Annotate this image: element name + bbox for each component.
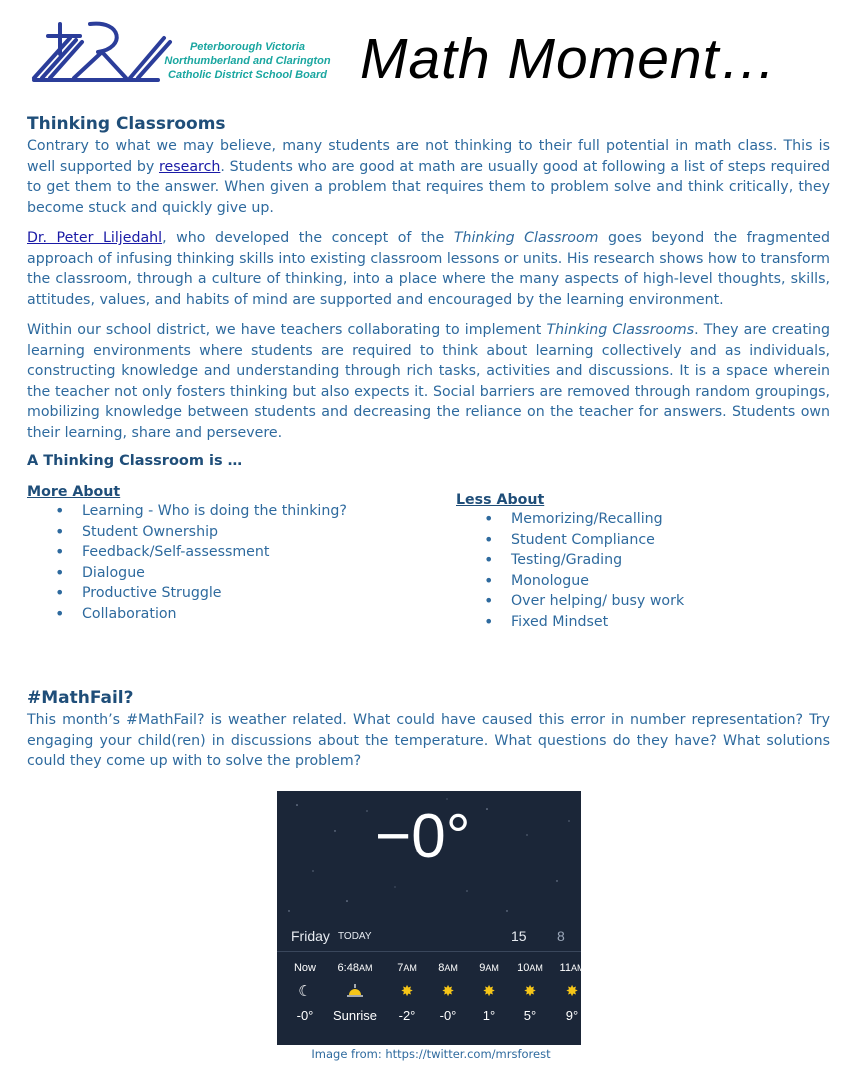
list-item: • Memorizing/Recalling [511, 509, 684, 530]
hour-column [330, 959, 380, 1027]
hour-temperature: Sunrise [332, 1008, 378, 1023]
list-item: • Productive Struggle [82, 583, 347, 604]
hour-temperature: 5° [523, 1008, 537, 1023]
more-about-list [27, 501, 347, 624]
board-name-line: Catholic District School Board [168, 69, 327, 81]
high-temperature: 15 [511, 928, 527, 944]
day-name: Friday [291, 928, 330, 944]
mathfail-paragraph: This month’s #MathFail? is weather related. What could have caused this error in number representation? Try engaging your child(ren) in discussions about the temperature. What questions do they have? What solutions could they come up with to solve the problem? [27, 712, 830, 769]
board-name-line: Northumberland and Clarington [164, 55, 331, 67]
board-name-line: Peterborough Victoria [189, 41, 306, 53]
image-caption: Image from: https://twitter.com/mrsforest [311, 1047, 551, 1061]
hour-temperature: -0° [296, 1008, 314, 1023]
hour-time: 9 [479, 962, 486, 974]
peter-liljedahl-link[interactable]: Dr. Peter Liljedahl [27, 230, 163, 246]
text: Contrary to what we may believe, many students are not thinking to their full potential in math class. This is well supported by [27, 138, 830, 175]
text: . Students who are good at math are usually good at following a list of steps required to get them to the answer. When given a problem that requires them to problem solve and think critically, they become stuck and quickly give up. [27, 158, 830, 216]
mathfail-section [27, 686, 830, 782]
sun-icon: ✸ [523, 983, 537, 1000]
hour-time: 10 [517, 962, 530, 974]
low-temperature: 8 [557, 928, 565, 944]
text: , who developed the concept of the [162, 230, 454, 246]
paragraph-research [27, 136, 830, 218]
hour-suffix: AM [358, 963, 373, 973]
sun-icon: ✸ [400, 983, 414, 1000]
hour-suffix: AM [485, 963, 499, 973]
weather-screenshot [277, 791, 585, 1045]
page-header [0, 0, 862, 100]
hour-column [547, 959, 597, 1027]
hour-suffix: AM [529, 963, 543, 973]
hour-column [280, 959, 330, 1027]
sun-icon: ✸ [565, 983, 579, 1000]
emphasis-text: Thinking Classrooms [546, 322, 695, 338]
list-item: • Dialogue [82, 563, 347, 584]
less-about-column [456, 491, 684, 632]
section-heading: #MathFail? [27, 688, 134, 708]
sunrise-icon [330, 977, 380, 1005]
comparison-columns [27, 483, 830, 653]
list-item: • Over helping/ busy work [511, 591, 684, 612]
more-about-column [27, 483, 347, 624]
list-item: • Fixed Mindset [511, 612, 684, 633]
hour-time: 6:48 [337, 962, 359, 974]
thinking-classroom-subhead: A Thinking Classroom is … [27, 453, 243, 469]
list-item: • Feedback/Self-assessment [82, 542, 347, 563]
list-item: • Learning - Who is doing the thinking? [82, 501, 347, 522]
paragraph-district [27, 320, 830, 443]
hour-time: 11 [559, 962, 571, 974]
list-item: • Monologue [511, 571, 684, 592]
page-title: Math Moment… [360, 27, 778, 91]
moon-icon: ☾ [298, 983, 312, 1000]
text: Within our school district, we have teachers collaborating to implement [27, 322, 547, 338]
text: goes beyond the fragmented approach of infusing thinking skills into existing classroom lessons or units. His research shows how to transform the classroom, through a culture of thinking, into a place where the many aspects of high-level thoughts, skills, attitudes, values, and habits of mind are supported and encouraged by the learning environment. [27, 230, 830, 308]
list-item: • Collaboration [82, 604, 347, 625]
emphasis-text: Thinking Classroom [453, 230, 599, 246]
hour-time: 8 [438, 962, 445, 974]
hourly-forecast [277, 959, 585, 1045]
school-board-logo [30, 14, 170, 88]
school-board-name [160, 40, 335, 82]
sun-icon: ✸ [482, 983, 496, 1000]
hour-time: 7 [397, 962, 404, 974]
paragraph-liljedahl [27, 228, 830, 310]
list-item: • Testing/Grading [511, 550, 684, 571]
hour-temperature: -0° [439, 1008, 457, 1023]
hour-time: Now [293, 962, 316, 974]
research-link[interactable]: research [158, 158, 221, 175]
hour-temperature: -2° [398, 1008, 416, 1023]
today-label: TODAY [338, 931, 372, 942]
section-heading: Thinking Classrooms [27, 114, 226, 134]
text: . They are creating learning environments where students are required to think about learning collectively and as individuals, constructing knowledge and understanding through rich tasks, activities and discussions. It is a space wherein the teacher not only fosters thinking but also expects it. Social barriers are removed through random groupings, mobilizing knowledge between students and decreasing the reliance on the teacher for answers. Students own their learning, share and persevere. [27, 322, 830, 441]
current-temperature: −0° [375, 802, 471, 871]
less-about-list [456, 509, 684, 632]
more-about-title: More About [27, 484, 121, 500]
hour-suffix: AM [570, 963, 585, 973]
list-item: • Student Ownership [82, 522, 347, 543]
hour-temperature: 9° [565, 1008, 579, 1023]
list-item: • Student Compliance [511, 530, 684, 551]
hour-suffix: AM [403, 963, 417, 973]
sun-icon: ✸ [441, 983, 455, 1000]
thinking-classrooms-section [27, 112, 830, 653]
forecast-day-row [277, 921, 581, 952]
less-about-title: Less About [456, 492, 545, 508]
hour-temperature: 1° [482, 1008, 496, 1023]
hour-suffix: AM [444, 963, 458, 973]
